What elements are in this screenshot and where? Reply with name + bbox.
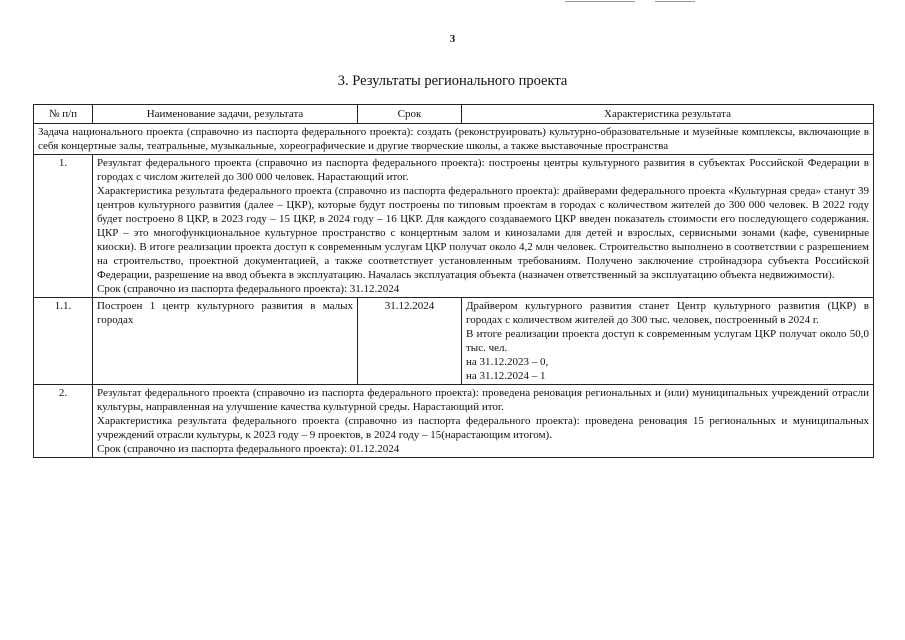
task-row (34, 124, 874, 155)
scan-artifact-line (655, 1, 695, 2)
result-text: Результат федерального проекта (справочно из паспорта федерального проекта): проведена реновация региональных и (или) муниципальных учреждений отрасли культуры, направленная на улучшение качества культурной среды. Нарастающий итог. (97, 387, 869, 413)
scan-artifact-line (565, 1, 635, 2)
row-number: 2. (34, 385, 93, 458)
page-number: 3 (449, 33, 456, 45)
table-header-row (34, 105, 874, 124)
header-number: № п/п (34, 105, 93, 124)
results-table (33, 104, 874, 458)
table-row (34, 385, 874, 458)
header-characteristic: Характеристика результата (462, 105, 874, 124)
deadline-text: Срок (справочно из паспорта федерального проекта): 31.12.2024 (97, 283, 400, 295)
characteristic-line: на 31.12.2023 – 0, (466, 356, 549, 368)
result-cell (93, 385, 874, 458)
header-deadline: Срок (358, 105, 462, 124)
result-characteristic (462, 298, 874, 385)
header-name: Наименование задачи, результата (93, 105, 358, 124)
characteristic-text: Характеристика результата федерального проекта (справочно из паспорта федерального проекта): драйверами федерального проекта «Культурная среда» станут 39 центров культурного развития (далее – ЦКР), которые будут построены по типовым проектам в городах с количеством жителей до 300 000 человек. В 2022 году будет построено 8 ЦКР, в 2023 году – 15 ЦКР, в 2024 году – 16 ЦКР. Для каждого создаваемого ЦКР введен показатель стоимости его последующего содержания. ЦКР – это многофункциональное культурное пространство с концертным залом и кинозалами для детей и взрослых, сервисными зонами (кафе, сувенирные киоски). В итоге реализации проекта доступ к современным услугам ЦКР получат около 4,2 млн человек. Строительство выполнено в соответствии с разрешением на строительство, проектной документацией, а также соответствует установленным требованиям. Получено заключение стройнадзора субъекта Российской Федерации, разрешение на ввод объекта в эксплуатацию. Началась эксплуатация объекта (назначен ответственный за эксплуатацию объекта недвижимости). (97, 185, 869, 281)
result-deadline: 31.12.2024 (358, 298, 462, 385)
row-number: 1.1. (34, 298, 93, 385)
result-cell (93, 155, 874, 298)
characteristic-line: на 31.12.2024 – 1 (466, 370, 546, 382)
deadline-text: Срок (справочно из паспорта федерального проекта): 01.12.2024 (97, 443, 400, 455)
characteristic-line: В итоге реализации проекта доступ к современным услугам ЦКР получат около 50,0 тыс. чел. (466, 328, 869, 354)
result-name: Построен 1 центр культурного развития в малых городах (93, 298, 358, 385)
table-row (34, 298, 874, 385)
table-row (34, 155, 874, 298)
characteristic-line: Драйвером культурного развития станет Центр культурного развития (ЦКР) в городах с количеством жителей до 300 тыс. человек, построенный в 2024 г. (466, 300, 869, 326)
characteristic-text: Характеристика результата федерального проекта (справочно из паспорта федерального проекта): проведена реновация 15 региональных и муниципальных учреждений отрасли культуры, к 2023 году – 9 проектов, в 2024 году – 15(нарастающим итогом). (97, 415, 869, 441)
row-number: 1. (34, 155, 93, 298)
result-text: Результат федерального проекта (справочно из паспорта федерального проекта): построены центры культурного развития в субъектах Российской Федерации в городах с числом жителей до 300 000 человек. Нарастающий итог. (97, 157, 869, 183)
national-task-text: Задача национального проекта (справочно из паспорта федерального проекта): создать (реконструировать) культурно-образовательные и музейные комплексы, включающие в себя концертные залы, театральные, музыкальные, хореографические и другие творческие школы, а также выставочные пространства (34, 124, 874, 155)
section-title: 3. Результаты регионального проекта (337, 73, 568, 89)
